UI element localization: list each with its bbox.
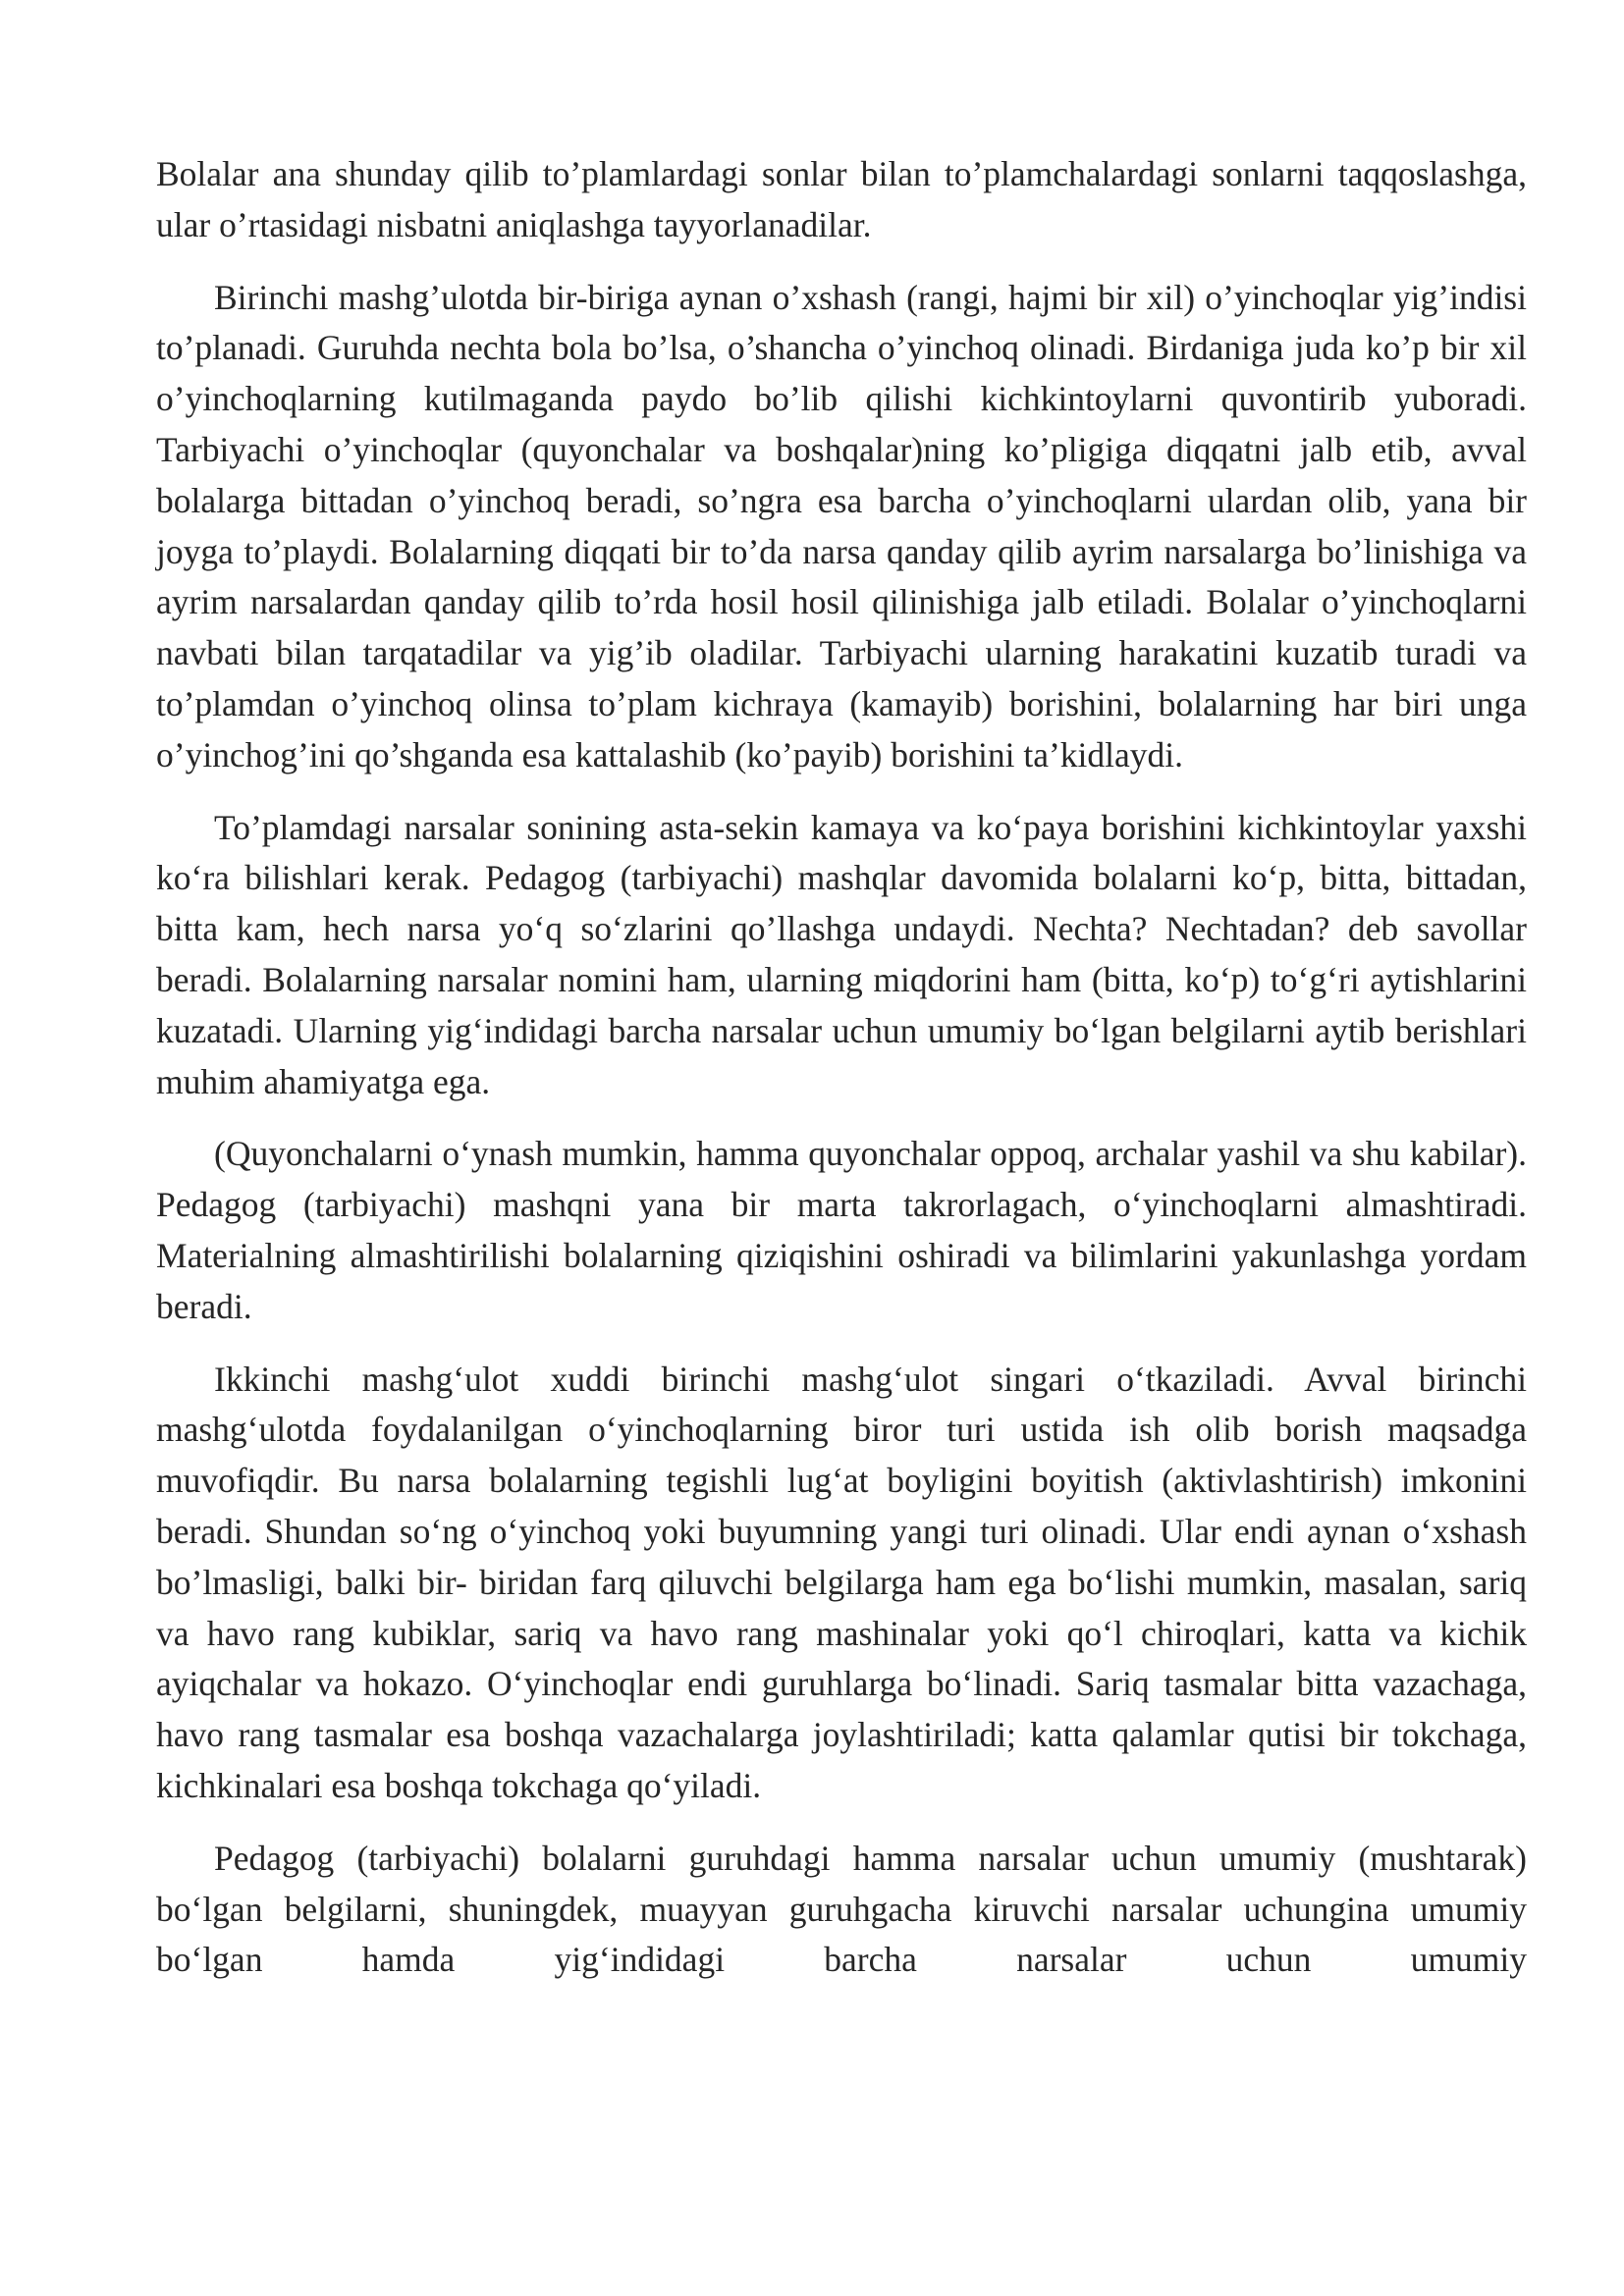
paragraph-3: To’plamdagi narsalar sonining asta-sekin kamaya va ko‘paya borishini kichkintoylar yaxshi ko‘ra bilishlari kerak. Pedagog (tarbiyachi) mashqlar davomida bolalarni ko‘p, bitta, bittadan, bitta kam, hech narsa yo‘q so‘zlarini qo’llashga undaydi. Nechta? Nechtadan? deb savollar beradi. Bolalarning narsalar nomini ham, ularning miqdorini ham (bitta, ko‘p) to‘g‘ri aytishlarini kuzatadi. Ularning yig‘indidagi barcha narsalar uchun umumiy bo‘lgan belgilarni aytib berishlari muhim ahamiyatga ega. bbox=[156, 807, 1527, 1101]
paragraph-1: Bolalar ana shunday qilib to’plamlardagi sonlar bilan to’plamchalardagi sonlarni taqqoslashga, ular o’rtasidagi nisbatni aniqlashga tayyorlanadilar. bbox=[156, 154, 1527, 244]
paragraph-2: Birinchi mashg’ulotda bir-biriga aynan o’xshash (rangi, hajmi bir xil) o’yinchoqlar yig’indisi to’planadi. Guruhda nechta bola bo’lsa, o’shancha o’yinchoq olinadi. Birdaniga juda ko’p bir xil o’yinchoqlarning kutilmaganda paydo bo’lib qilishi kichkintoylarni quvontirib yuboradi. Tarbiyachi o’yinchoqlar (quyonchalar va boshqalar)ning ko’pligiga diqqatni jalb etib, avval bolalarga bittadan o’yinchoq beradi, so’ngra esa barcha o’yinchoqlarni ulardan olib, yana bir joyga to’playdi. Bolalarning diqqati bir to’da narsa qanday qilib ayrim narsalarga bo’linishiga va ayrim narsalardan qanday qilib to’rda hosil hosil qilinishiga jalb etiladi. Bolalar o’yinchoqlarni navbati bilan tarqatadilar va yig’ib oladilar. Tarbiyachi ularning harakatini kuzatib turadi va to’plamdan o’yinchoq olinsa to’plam kichraya (kamayib) borishini, bolalarning har biri unga o’yinchog’ini qo’shganda esa kattalashib (ko’payib) borishini ta’kidlaydi. bbox=[156, 277, 1527, 774]
document-body bbox=[156, 149, 1527, 1986]
paragraph-5: Ikkinchi mashg‘ulot xuddi birinchi mashg‘ulot singari o‘tkaziladi. Avval birinchi mashg‘ulotda foydalanilgan o‘yinchoqlarning biror turi ustida ish olib borish maqsadga muvofiqdir. Bu narsa bolalarning tegishli lug‘at boyligini boyitish (aktivlashtirish) imkonini beradi. Shundan so‘ng o‘yinchoq yoki buyumning yangi turi olinadi. Ular endi aynan o‘xshash bo’lmasligi, balki bir- biridan farq qiluvchi belgilarga ham ega bo‘lishi mumkin, masalan, sariq va havo rang kubiklar, sariq va havo rang mashinalar yoki qo‘l chiroqlari, katta va kichik ayiqchalar va hokazo. O‘yinchoqlar endi guruhlarga bo‘linadi. Sariq tasmalar bitta vazachaga, havo rang tasmalar esa boshqa vazachalarga joylashtiriladi; katta qalamlar qutisi bir tokchaga, kichkinalari esa boshqa tokchaga qo‘yiladi. bbox=[156, 1359, 1527, 1805]
paragraph-6: Pedagog (tarbiyachi) bolalarni guruhdagi hamma narsalar uchun umumiy (mushtarak) bo‘lgan belgilarni, shuningdek, muayyan guruhgacha kiruvchi narsalar uchungina umumiy bo‘lgan hamda yig‘indidagi barcha narsalar uchun umumiy bbox=[156, 1838, 1527, 1980]
paragraph-4: (Quyonchalarni o‘ynash mumkin, hamma quyonchalar oppoq, archalar yashil va shu kabilar). Pedagog (tarbiyachi) mashqni yana bir marta takrorlagach, o‘yinchoqlarni almashtiradi. Materialning almashtirilishi bolalarning qiziqishini oshiradi va bilimlarini yakunlashga yordam beradi. bbox=[156, 1134, 1527, 1326]
